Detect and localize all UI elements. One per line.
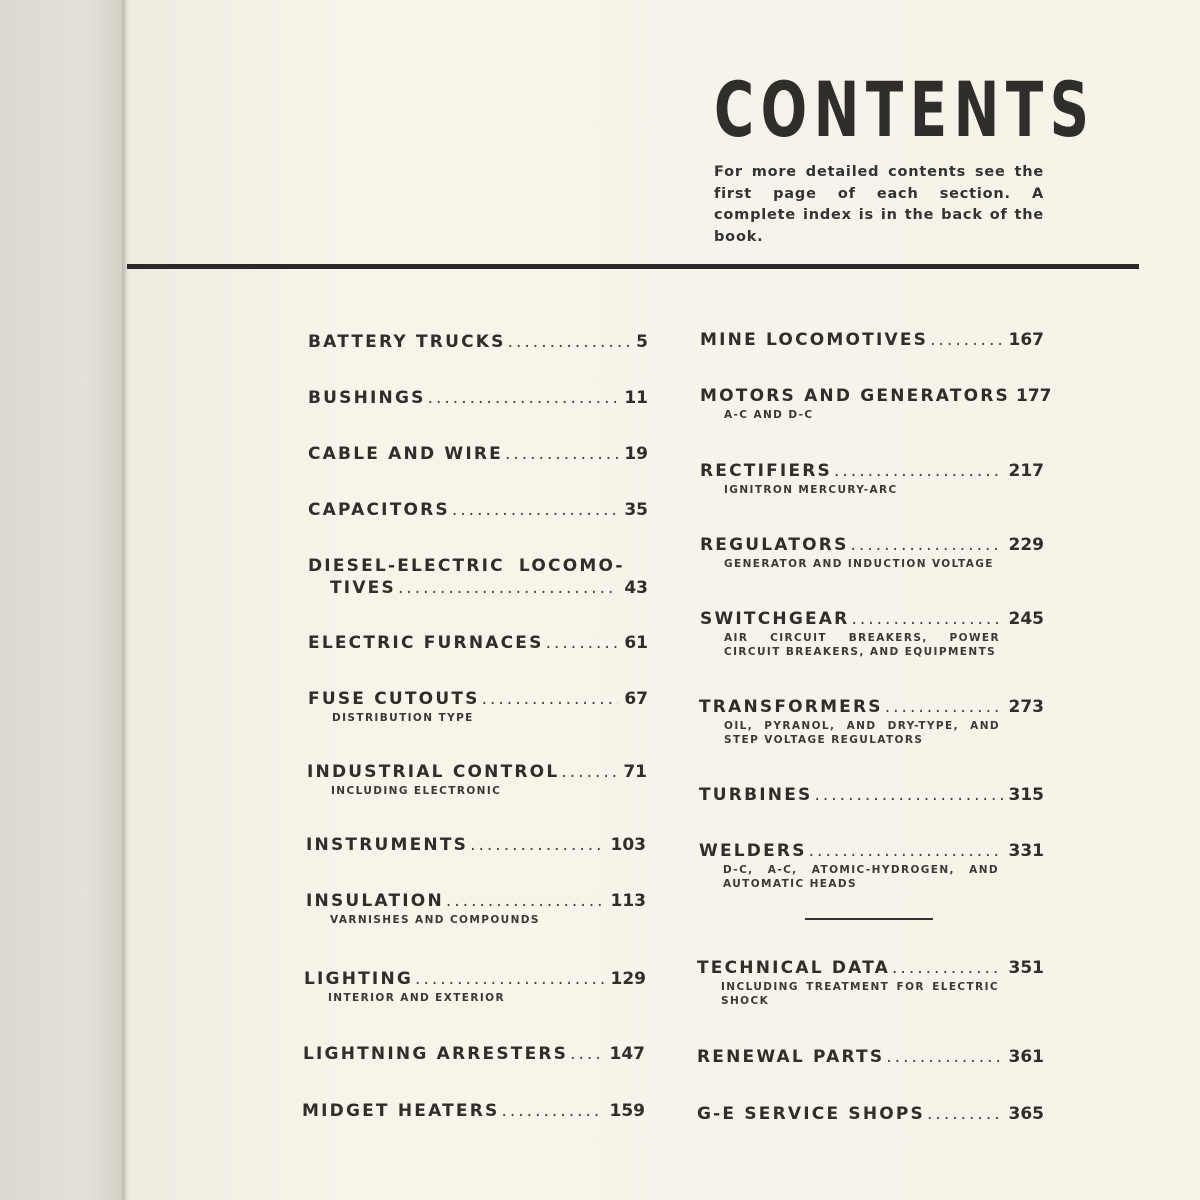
toc-entry-title: LIGHTING [304, 969, 414, 989]
toc-entry-page: 217 [1008, 461, 1044, 481]
toc-entry-insulation[interactable] [306, 891, 646, 928]
toc-entry-page: 11 [624, 388, 648, 408]
toc-entry-page: 61 [624, 633, 648, 653]
leader-dots [851, 535, 1003, 555]
toc-entry-title: BATTERY TRUCKS [308, 332, 506, 352]
leader-dots [398, 578, 618, 598]
toc-entry-page: 147 [609, 1044, 645, 1064]
toc-entry-transformers[interactable] [699, 697, 1044, 747]
header-rule [127, 264, 1139, 269]
toc-entry-subtitle: D-C, A-C, ATOMIC-HYDROGEN, AND AUTOMATIC HEADS [723, 864, 999, 890]
toc-entry-title: CABLE AND WIRE [308, 444, 503, 464]
toc-entry-page: 129 [610, 969, 646, 989]
toc-entry-fuse-cutouts[interactable] [308, 689, 648, 726]
toc-entry-title: TIVES [330, 578, 396, 598]
toc-entry-title-line1: DIESEL-ELECTRIC LOCOMO- [308, 556, 625, 576]
leader-dots [892, 958, 1002, 978]
toc-entry-subtitle: VARNISHES AND COMPOUNDS [330, 914, 540, 926]
toc-entry-rectifiers[interactable] [700, 461, 1044, 498]
toc-entry-page: 43 [624, 578, 648, 598]
leader-dots [505, 444, 618, 464]
toc-entry-title: REGULATORS [700, 535, 849, 555]
leader-dots [885, 697, 1003, 717]
toc-entry-bushings[interactable] [308, 388, 648, 408]
toc-entry-title: LIGHTNING ARRESTERS [303, 1044, 569, 1064]
toc-entry-title: CAPACITORS [308, 500, 450, 520]
toc-entry-page: 315 [1008, 785, 1044, 805]
toc-entry-title: MOTORS AND GENERATORS [700, 386, 1010, 406]
toc-entry-page: 103 [610, 835, 646, 855]
leader-dots [834, 461, 1003, 481]
leader-dots [570, 1044, 603, 1064]
toc-entry-switchgear[interactable] [700, 609, 1044, 659]
page-title: CONTENTS [714, 65, 1096, 154]
toc-entry-subtitle: INCLUDING ELECTRONIC [331, 785, 502, 797]
toc-entry-title: RECTIFIERS [700, 461, 832, 481]
toc-entry-title: G-E SERVICE SHOPS [697, 1104, 926, 1124]
toc-entry-page: 167 [1008, 330, 1044, 350]
toc-entry-page: 19 [624, 444, 648, 464]
leader-dots [886, 1047, 1002, 1067]
toc-entry-lightning-arresters[interactable] [303, 1044, 645, 1064]
toc-entry-page: 229 [1008, 535, 1044, 555]
toc-entry-subtitle: DISTRIBUTION TYPE [332, 712, 474, 724]
toc-entry-title: MINE LOCOMOTIVES [700, 330, 929, 350]
toc-entry-page: 365 [1008, 1104, 1044, 1124]
toc-entry-title: BUSHINGS [308, 388, 426, 408]
toc-entry-battery-trucks[interactable] [308, 332, 648, 352]
toc-entry-subtitle: A-C AND D-C [724, 409, 814, 421]
leader-dots [927, 1104, 1002, 1124]
toc-entry-title: SWITCHGEAR [700, 609, 850, 629]
book-spine [122, 0, 132, 1200]
toc-entry-regulators[interactable] [700, 535, 1044, 572]
toc-entry-title: RENEWAL PARTS [697, 1047, 885, 1067]
toc-entry-page: 177 [1016, 386, 1052, 406]
toc-entry-page: 331 [1008, 841, 1044, 861]
toc-entry-subtitle: INTERIOR AND EXTERIOR [328, 992, 505, 1004]
toc-entry-page: 351 [1008, 958, 1044, 978]
toc-entry-page: 67 [624, 689, 648, 709]
leader-dots [561, 762, 617, 782]
toc-entry-renewal-parts[interactable] [697, 1047, 1044, 1067]
leader-dots [546, 633, 619, 653]
toc-entry-welders[interactable] [699, 841, 1044, 891]
toc-entry-page: 71 [623, 762, 647, 782]
toc-entry-diesel-electric-locomotives[interactable] [308, 556, 648, 598]
toc-entry-title: WELDERS [699, 841, 807, 861]
toc-entry-ge-service-shops[interactable] [697, 1104, 1044, 1124]
toc-entry-motors-and-generators[interactable] [700, 386, 1052, 423]
leader-dots [501, 1101, 603, 1121]
toc-entry-capacitors[interactable] [308, 500, 648, 520]
toc-entry-turbines[interactable] [699, 785, 1044, 805]
toc-entry-page: 273 [1008, 697, 1044, 717]
toc-entry-lighting[interactable] [304, 969, 646, 1006]
contents-note: For more detailed contents see the first page of each section. A complete index is in the back of the book. [714, 164, 1044, 245]
toc-entry-page: 35 [624, 500, 648, 520]
toc-entry-title: FUSE CUTOUTS [308, 689, 480, 709]
toc-entry-mine-locomotives[interactable] [700, 330, 1044, 350]
toc-entry-cable-and-wire[interactable] [308, 444, 648, 464]
toc-entry-title: TRANSFORMERS [699, 697, 883, 717]
leader-dots [428, 388, 619, 408]
toc-entry-title: TECHNICAL DATA [697, 958, 891, 978]
facing-page [0, 0, 124, 1200]
toc-entry-instruments[interactable] [306, 835, 646, 855]
toc-entry-electric-furnaces[interactable] [308, 633, 648, 653]
toc-entry-title: INDUSTRIAL CONTROL [307, 762, 560, 782]
leader-dots [470, 835, 604, 855]
toc-entry-technical-data[interactable] [697, 958, 1044, 1008]
toc-entry-page: 159 [609, 1101, 645, 1121]
toc-entry-title: TURBINES [699, 785, 813, 805]
section-divider [805, 918, 933, 920]
toc-entry-title: MIDGET HEATERS [302, 1101, 500, 1121]
toc-entry-page: 245 [1008, 609, 1044, 629]
toc-entry-title: ELECTRIC FURNACES [308, 633, 544, 653]
leader-dots [415, 969, 604, 989]
toc-entry-subtitle: INCLUDING TREATMENT FOR ELECTRIC SHOCK [721, 981, 999, 1007]
leader-dots [809, 841, 1003, 861]
leader-dots [930, 330, 1002, 350]
toc-entry-subtitle: IGNITRON MERCURY-ARC [724, 484, 898, 496]
leader-dots [851, 609, 1002, 629]
leader-dots [446, 891, 605, 911]
toc-entry-title: INSTRUMENTS [306, 835, 469, 855]
toc-entry-page: 361 [1008, 1047, 1044, 1067]
toc-entry-page: 113 [610, 891, 646, 911]
leader-dots [508, 332, 631, 352]
toc-entry-page: 5 [636, 332, 648, 352]
toc-entry-title: INSULATION [306, 891, 444, 911]
leader-dots [814, 785, 1002, 805]
leader-dots [452, 500, 618, 520]
leader-dots [482, 689, 619, 709]
toc-entry-subtitle: GENERATOR AND INDUCTION VOLTAGE [724, 558, 994, 570]
toc-entry-subtitle: OIL, PYRANOL, AND DRY-TYPE, AND STEP VOLTAGE REGULATORS [724, 720, 1000, 746]
toc-entry-midget-heaters[interactable] [302, 1101, 645, 1121]
toc-entry-subtitle: AIR CIRCUIT BREAKERS, POWER CIRCUIT BREAKERS, AND EQUIPMENTS [724, 632, 1000, 658]
toc-entry-industrial-control[interactable] [307, 762, 647, 799]
